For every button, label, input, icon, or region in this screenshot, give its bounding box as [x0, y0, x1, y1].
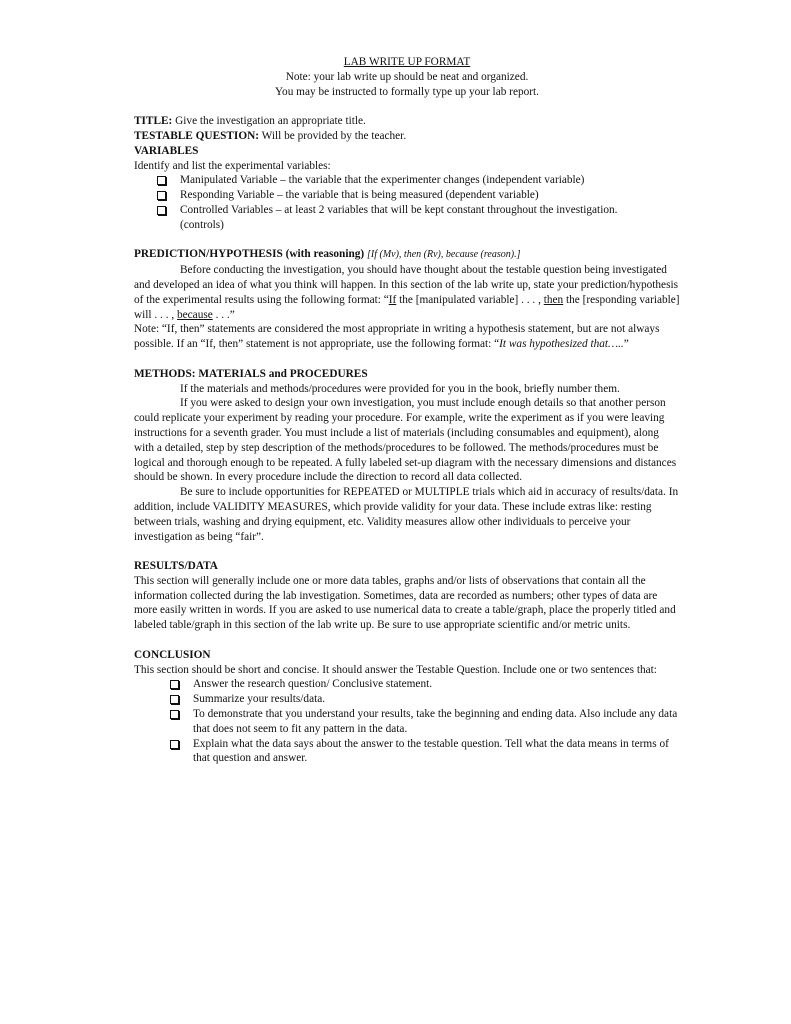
list-item: Manipulated Variable – the variable that the experimenter changes (independent variable)	[134, 173, 680, 188]
checkbox-bullet-icon	[170, 695, 179, 704]
checkbox-bullet-icon	[170, 740, 179, 749]
list-item: Answer the research question/ Conclusive statement.	[134, 677, 680, 692]
prediction-heading: PREDICTION/HYPOTHESIS (with reasoning)	[134, 248, 365, 261]
title-text: Give the investigation an appropriate title.	[172, 115, 366, 128]
conclusion-list	[134, 677, 680, 766]
list-item: To demonstrate that you understand your results, take the beginning and ending data. Also include any data that does not seem to fit any pattern in the data.	[134, 707, 680, 737]
variables-list	[134, 173, 680, 232]
conclusion-intro: This section should be short and concise. It should answer the Testable Question. Include one or two sentences that:	[134, 663, 657, 676]
methods-paragraph-2: If you were asked to design your own investigation, you must include enough details so that another person could replicate your experiment by reading your procedure. For example, write the experiment as if you were leaving instructions for a seventh grader. You must include a list of materials (including consumables and equipment), along with a detailed, step by step description of the methods/procedures to be followed. The methods/procedures must be logical and thorough enough to be repeated. A fully labeled set-up diagram with the necessary dimensions and distances should be shown. In every procedure include the direction to record all data collected.	[134, 397, 677, 484]
checkbox-bullet-icon	[170, 680, 179, 689]
list-item: Responding Variable – the variable that is being measured (dependent variable)	[134, 188, 680, 203]
prediction-paragraph: Before conducting the investigation, you should have thought about the testable question being investigated and developed an idea of what you think will happen. In this section of the lab write up, state your prediction/hypothesis of the experimental results using the following format: “If the [manipulated variable] . . . , then the [responding variable] will . . . , because . . .”	[134, 264, 680, 321]
methods-heading: METHODS: MATERIALS and PROCEDURES	[134, 367, 368, 380]
title-label: TITLE:	[134, 115, 173, 128]
document-page	[134, 55, 680, 766]
list-item: Controlled Variables – at least 2 variables that will be kept constant throughout the investigation. (controls)	[134, 203, 680, 233]
prediction-heading-line	[134, 247, 680, 263]
title-instruction	[134, 114, 680, 129]
checkbox-bullet-icon	[157, 191, 166, 200]
checkbox-bullet-icon	[157, 206, 166, 215]
header-note-1: Note: your lab write up should be neat and organized.	[285, 70, 529, 83]
prediction-format-hint: [If (Mv), then (Rv), because (reason).]	[367, 249, 521, 261]
variables-intro: Identify and list the experimental variables:	[134, 159, 331, 172]
list-item: Explain what the data says about the answer to the testable question. Tell what the data means in terms of that question and answer.	[134, 737, 680, 767]
page-title: LAB WRITE UP FORMAT	[343, 56, 471, 68]
variables-heading: VARIABLES	[134, 144, 199, 157]
checkbox-bullet-icon	[157, 176, 166, 185]
checkbox-bullet-icon	[170, 710, 179, 719]
conclusion-heading: CONCLUSION	[134, 648, 211, 661]
header-note-2: You may be instructed to formally type up your lab report.	[275, 85, 539, 98]
results-paragraph: This section will generally include one or more data tables, graphs and/or lists of observations that contain all the information collected during the lab investigation. Sometimes, data are recorded as numbers; other types of data are more easily written in words. If you are asked to use numerical data to create a table/graph, place the properly titled and labeled table/graph in this section of the lab write up. Be sure to use appropriate scientific and/or metric units.	[134, 574, 676, 632]
testable-question-text: Will be provided by the teacher.	[259, 129, 407, 142]
list-item: Summarize your results/data.	[134, 692, 680, 707]
methods-paragraph-1: If the materials and methods/procedures were provided for you in the book, briefly number them.	[180, 382, 620, 395]
testable-question-label: TESTABLE QUESTION:	[134, 129, 260, 142]
prediction-note: Note: “If, then” statements are considered the most appropriate in writing a hypothesis statement, but are not always possible. If an “If, then” statement is not appropriate, use the following format: “It was hypothesized that…..”	[134, 323, 660, 351]
methods-paragraph-3: Be sure to include opportunities for REPEATED or MULTIPLE trials which aid in accuracy of results/data. In addition, include VALIDITY MEASURES, which provide validity for your data. These include extras like: resting between trials, washing and drying equipment, etc. Validity measures allow other individuals to perceive your investigation as being “fair”.	[134, 486, 679, 543]
testable-question-instruction	[134, 129, 680, 144]
results-heading: RESULTS/DATA	[134, 560, 218, 573]
